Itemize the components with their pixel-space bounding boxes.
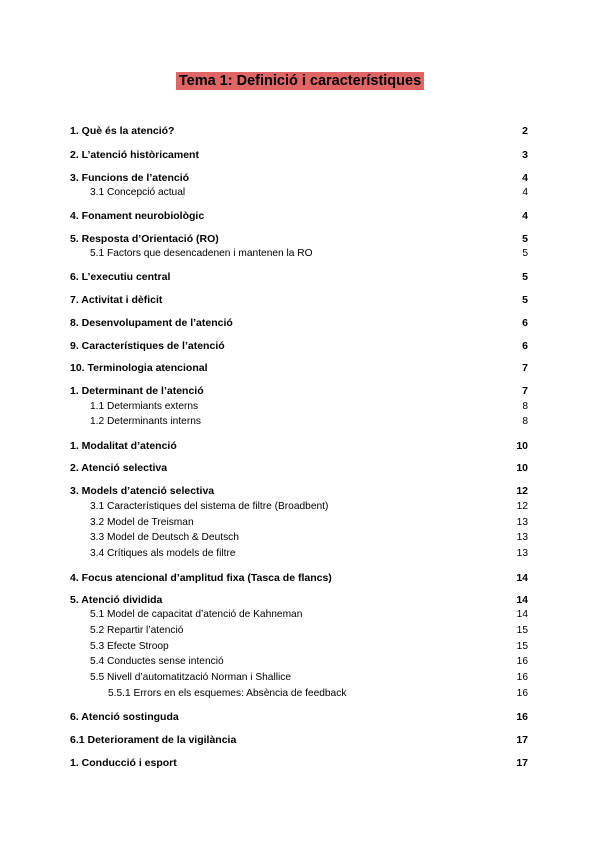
toc-entry-text: 5.2 Repartir l’atenció [90,625,184,636]
toc-entry[interactable] [70,362,528,376]
toc-entry-page: 13 [516,517,528,528]
toc-entry-text: 3. Models d’atenció selectiva [70,485,215,497]
toc-entry-text: 1. Determinant de l’atenció [70,385,204,397]
toc-entry-text: 5.1 Factors que desencadenen i mantenen la RO [90,248,313,259]
toc-entry[interactable] [70,625,528,639]
toc-entry[interactable] [70,317,528,331]
toc-entry-text: 3.4 Crítiques als models de filtre [90,548,236,559]
toc-entry-page: 10 [516,462,528,474]
toc-entry[interactable] [70,210,528,224]
toc-entry[interactable] [70,462,528,476]
toc-entry[interactable] [70,485,528,499]
toc-entry-page: 4 [522,210,528,222]
toc-entry[interactable] [70,711,528,725]
toc-entry-text: 2. L’atenció històricament [70,149,199,161]
toc-entry-page: 17 [516,757,528,769]
toc-entry[interactable] [70,572,528,586]
toc-entry-text: 6. L’executiu central [70,271,171,283]
toc-entry-text: 5.1 Model de capacitat d’atenció de Kahneman [90,609,303,620]
toc-entry-page: 6 [522,317,528,329]
toc-entry-text: 2. Atenció selectiva [70,462,168,474]
toc-entry[interactable] [70,501,528,515]
toc-entry[interactable] [70,757,528,771]
toc-entry-page: 15 [516,625,528,636]
toc-entry-text: 4. Focus atencional d’amplitud fixa (Tasca de flancs) [70,572,332,584]
toc-entry[interactable] [70,172,528,186]
toc-entry-text: 5.5.1 Errors en els esquemes: Absència de feedback [108,688,347,699]
document-title-container [0,72,600,90]
toc-entry-text: 6.1 Deteriorament de la vigilància [70,734,237,746]
toc-entry-page: 14 [516,609,528,620]
toc-entry-text: 3.1 Concepció actual [90,187,186,198]
toc-entry-page: 14 [516,572,528,584]
toc-entry-page: 5 [522,248,528,259]
toc-entry-page: 17 [516,734,528,746]
toc-entry[interactable] [70,248,528,262]
toc-entry[interactable] [70,688,528,702]
toc-entry-page: 12 [516,485,528,497]
toc-entry[interactable] [70,187,528,201]
toc-entry-text: 5. Resposta d’Orientació (RO) [70,233,219,245]
toc-entry-page: 2 [522,125,528,137]
toc-entry-page: 3 [522,149,528,161]
toc-entry-page: 4 [522,172,528,184]
toc-entry-page: 12 [516,501,528,512]
toc-entry-text: 3.3 Model de Deutsch & Deutsch [90,532,239,543]
toc-entry-page: 10 [516,440,528,452]
document-title: Tema 1: Definició i característiques [176,72,424,90]
toc-entry[interactable] [70,233,528,247]
toc-entry-text: 1.1 Determiants externs [90,401,199,412]
toc-entry[interactable] [70,734,528,748]
toc-entry-page: 6 [522,340,528,352]
toc-entry-page: 8 [522,401,528,412]
toc-entry-page: 14 [516,594,528,606]
toc-entry[interactable] [70,532,528,546]
toc-entry-text: 4. Fonament neurobiològic [70,210,205,222]
toc-entry-text: 5.3 Efecte Stroop [90,641,169,652]
toc-entry[interactable] [70,672,528,686]
toc-entry[interactable] [70,548,528,562]
toc-entry-page: 5 [522,294,528,306]
toc-entry-text: 5.4 Conductes sense intenció [90,656,224,667]
toc-entry-text: 6. Atenció sostinguda [70,711,179,723]
toc-entry-page: 13 [516,548,528,559]
toc-entry[interactable] [70,271,528,285]
toc-entry-text: 1. Què és la atenció? [70,125,175,137]
toc-entry-text: 5. Atenció dividida [70,594,163,606]
toc-entry-text: 3.1 Característiques del sistema de filtre (Broadbent) [90,501,329,512]
toc-entry-page: 5 [522,271,528,283]
toc-entry-text: 1. Modalitat d’atenció [70,440,177,452]
toc-entry[interactable] [70,641,528,655]
toc-entry-text: 5.5 Nivell d’automatització Norman i Shallice [90,672,292,683]
toc-entry-page: 7 [522,385,528,397]
toc-entry-text: 1. Conducció i esport [70,757,177,769]
toc-entry-text: 10. Terminologia atencional [70,362,208,374]
toc-entry-page: 7 [522,362,528,374]
toc-entry-text: 8. Desenvolupament de l’atenció [70,317,233,329]
toc-entry-page: 16 [516,711,528,723]
toc-entry[interactable] [70,149,528,163]
toc-entry[interactable] [70,294,528,308]
toc-entry-text: 3.2 Model de Treisman [90,517,194,528]
toc-entry-page: 16 [516,672,528,683]
toc-entry[interactable] [70,609,528,623]
toc-entry-page: 5 [522,233,528,245]
toc-entry[interactable] [70,416,528,430]
toc-entry[interactable] [70,340,528,354]
toc-entry-text: 1.2 Determinants interns [90,416,201,427]
toc-entry[interactable] [70,440,528,454]
toc-entry-page: 16 [516,688,528,699]
toc-entry[interactable] [70,594,528,608]
toc-entry[interactable] [70,656,528,670]
toc-entry-text: 3. Funcions de l’atenció [70,172,190,184]
toc-entry-page: 4 [522,187,528,198]
toc-entry-text: 7. Activitat i dèficit [70,294,163,306]
toc-entry[interactable] [70,125,528,139]
toc-entry-page: 15 [516,641,528,652]
toc-entry[interactable] [70,401,528,415]
toc-entry-page: 16 [516,656,528,667]
toc-entry[interactable] [70,385,528,399]
toc-entry-page: 8 [522,416,528,427]
toc-entry[interactable] [70,517,528,531]
toc-entry-text: 9. Característiques de l’atenció [70,340,225,352]
toc-entry-page: 13 [516,532,528,543]
